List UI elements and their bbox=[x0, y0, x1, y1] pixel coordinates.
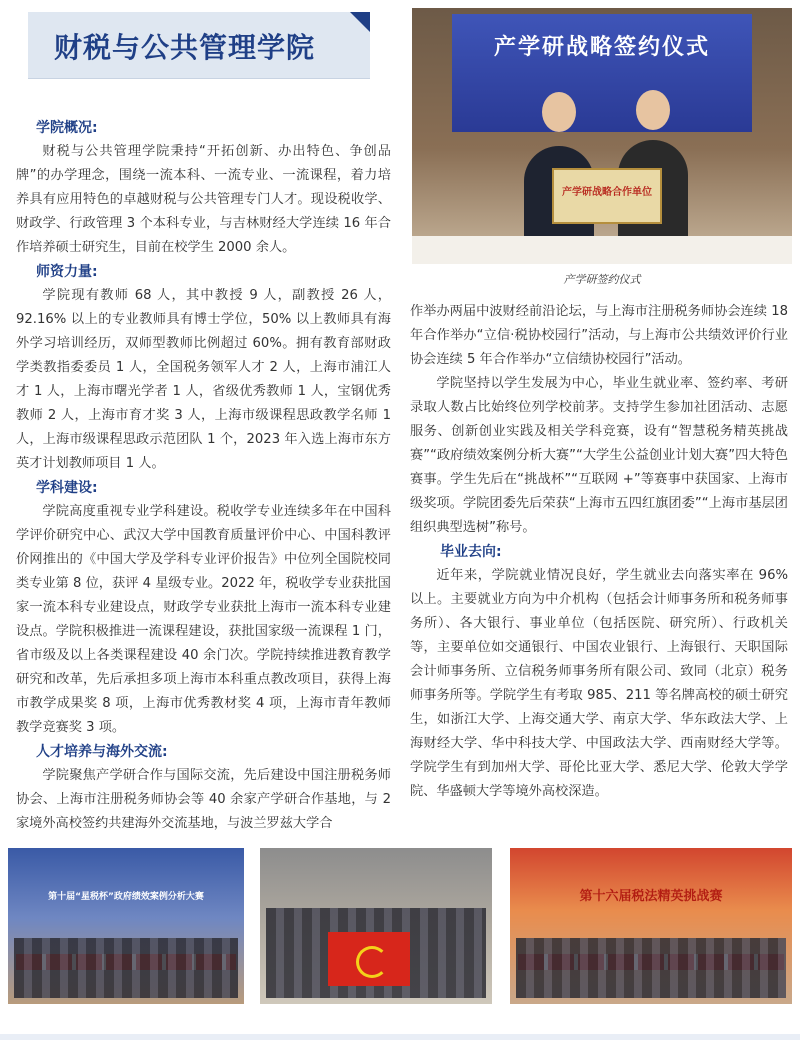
student-development-text: 学院坚持以学生发展为中心，毕业生就业率、签约率、考研录取人数占比始终位列学校前茅。支持学生参加社团活动、志愿服务、创新创业实践及相关学科竞赛，设有“智慧税务精英挑战赛”“政府绩效案例分析大赛”“大学生公益创业计划大赛”四大特色赛事。学生先后在“挑战杯”“互联网 +”等赛事中获国家、上海市级奖项。学院团委先后荣获“上海市五四红旗团委”“上海市基层团组织典型选树”称号。 bbox=[410, 376, 788, 535]
employment-text: 近年来，学院就业情况良好，学生就业去向落实率在 96% 以上。主要就业方向为中介机构（包括会计师事务所和税务师事务所）、各大银行、事业单位（包括医院、研究所）、行政机关等，主要单位如交通银行、中国农业银行、上海银行、天职国际会计师事务所、立信税务师事务所有限公司、致同（北京）税务师事务所等。学院学生有考取 985、211 等名牌高校的硕士研究生，如浙江大学、上海交通大学、南京大学、华东政法大学、上海财经大学、华中科技大学、中国政法大学、西南财经大学等。学院学生有到加州大学、哥伦比亚大学、悉尼大学、伦敦大学学院、华盛顿大学等境外高校深造。 bbox=[410, 568, 788, 799]
person-left-head bbox=[542, 92, 576, 132]
cooperation-plaque: 产学研战略合作单位 bbox=[552, 168, 662, 224]
faculty-text: 学院现有教师 68 人，其中教授 9 人，副教授 26 人，92.16% 以上的专业教师具有博士学位，50% 以上教师具有海外学习培训经历，双师型教师比例超过 60%。拥有教育部财政学类教指委委员 1 人，全国税务领军人才 2 人，上海市浦江人才 1 人，上海市曙光学者 1 人，省级优秀教师 1 人，宝钢优秀教师 2 人，上海市育才奖 3 人，上海市级课程思政教学名师 1 人，上海市级课程思政示范团队 1 个，2023 年入选上海市东方英才计划教师项目 1 人。 bbox=[16, 288, 391, 471]
left-column bbox=[16, 116, 391, 836]
discipline-text: 学院高度重视专业学科建设。税收学专业连续多年在中国科学评价研究中心、武汉大学中国教育质量评价中心、中国科教评价网推出的《中国大学及学科专业评价报告》中位列全国院校同类专业第 8 位，获评 4 星级专业。2022 年，税收学专业获批国家一流本科专业建设点，财政学专业获批上海市一流本科专业建设点。学院积极推进一流课程建设，获批国家级一流课程 1 门，省市级及以上各类课程建设 40 余门次。学院持续推进教育教学研究和改革，先后承担多项上海市本科重点教改项目，获得上海市教学成果奖 8 项，上海市优秀教材奖 4 项，上海市青年教师教学竞赛奖 3 项。 bbox=[16, 504, 391, 735]
right-column bbox=[410, 300, 788, 804]
faculty-heading: 师资力量: bbox=[36, 264, 98, 280]
signing-table bbox=[412, 236, 792, 264]
talent-text-left: 学院聚焦产学研合作与国际交流，先后建设中国注册税务师协会、上海市注册税务师协会等 40 余家产学研合作基地，与 2 家境外高校签约共建海外交流基地，与波兰罗兹大学合 bbox=[16, 768, 391, 831]
competition-banner-3: 第十六届税法精英挑战赛 bbox=[579, 889, 723, 904]
title-banner bbox=[28, 12, 370, 79]
corner-accent bbox=[350, 12, 370, 32]
competition-photo-3 bbox=[510, 848, 792, 1004]
group-1 bbox=[14, 938, 238, 998]
overview-text: 财税与公共管理学院秉持“开拓创新、办出特色、争创品牌”的办学理念，围绕一流本科、一流专业、一流课程，着力培养具有应用特色的卓越财税与公共管理专门人才。现设税收学、财政学、行政管理 3 个本科专业，与吉林财经大学连续 16 年合作培养硕士研究生，目前在校学生 2000 余人。 bbox=[16, 144, 391, 255]
talent-heading: 人才培养与海外交流: bbox=[36, 744, 168, 760]
bottom-bar bbox=[0, 1034, 800, 1040]
overview-heading: 学院概况: bbox=[36, 120, 98, 136]
flag-emblem-icon bbox=[356, 946, 388, 978]
employment-heading: 毕业去向: bbox=[440, 544, 502, 560]
stage-screen bbox=[452, 14, 752, 132]
competition-photo-1 bbox=[8, 848, 244, 1004]
discipline-heading: 学科建设: bbox=[36, 480, 98, 496]
competition-banner-1: 第十届“星税杯”政府绩效案例分析大赛 bbox=[48, 892, 204, 902]
talent-text-right: 作举办两届中波财经前沿论坛，与上海市注册税务师协会连续 18 年合作举办“立信·税协校园行”活动，与上海市公共绩效评价行业协会连续 5 年合作举办“立信绩协校园行”活动。 bbox=[410, 304, 788, 367]
person-right-head bbox=[636, 90, 670, 130]
signing-ceremony-photo bbox=[412, 8, 792, 264]
photo-caption: 产学研签约仪式 bbox=[563, 273, 641, 286]
group-3 bbox=[516, 938, 786, 998]
group-flag-photo bbox=[260, 848, 492, 1004]
screen-text: 产学研战略签约仪式 bbox=[493, 35, 710, 60]
party-flag bbox=[328, 932, 410, 986]
page-title: 财税与公共管理学院 bbox=[54, 31, 316, 64]
